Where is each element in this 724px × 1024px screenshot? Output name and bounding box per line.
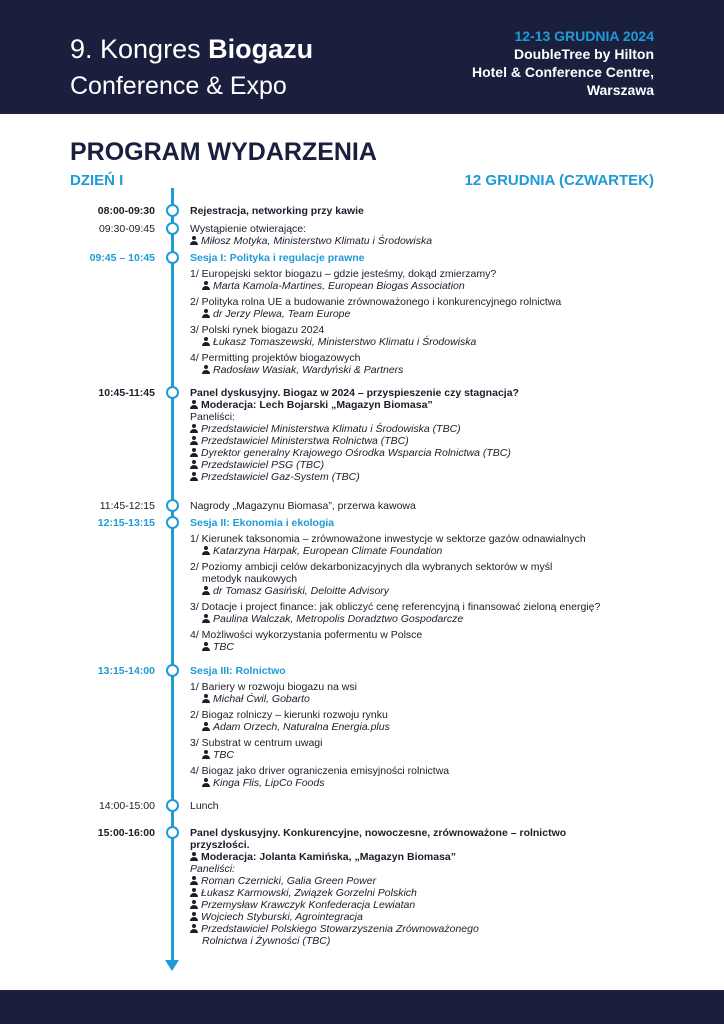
panelists-label: Paneliści: <box>190 863 235 875</box>
person-icon <box>202 586 210 595</box>
session-time: 14:00-15:00 <box>98 800 155 812</box>
person-icon <box>202 778 210 787</box>
venue-line: Warszawa <box>586 82 654 98</box>
session-time: 08:00-09:30 <box>97 205 155 217</box>
talk-title: 3/ Dotacje i project finance: jak obliczyć cenę referencyjną i finansować zieloną energię? <box>190 601 601 613</box>
circle-icon <box>166 499 179 512</box>
person-icon <box>202 309 210 318</box>
session-block <box>190 252 660 376</box>
speaker-line: Paulina Walczak, Metropolis Doradztwo Gospodarcze <box>190 613 660 625</box>
panelist-line-cont: Rolnictwa i Żywności (TBC) <box>202 935 331 947</box>
session-block <box>190 517 660 653</box>
speaker-line: Kinga Flis, LipCo Foods <box>190 777 660 789</box>
panelist-line: Przedstawiciel Gaz-System (TBC) <box>190 471 660 483</box>
panel-block <box>190 387 660 483</box>
panelist-line: Roman Czernicki, Galia Green Power <box>190 875 660 887</box>
circle-icon <box>166 664 179 677</box>
venue-line: Hotel & Conference Centre, <box>471 64 654 80</box>
agenda-title: Rejestracja, networking przy kawie <box>190 205 364 217</box>
timeline-line <box>171 188 174 963</box>
speaker-line: Miłosz Motyka, Ministerstwo Klimatu i Środowiska <box>190 235 660 247</box>
talk-title: 3/ Substrat w centrum uwagi <box>190 737 323 749</box>
talk-title: 2/ Biogaz rolniczy – kierunki rozwoju rynku <box>190 709 388 721</box>
person-icon <box>190 888 198 897</box>
speaker-line: Katarzyna Harpak, European Climate Foundation <box>190 545 660 557</box>
person-icon <box>190 912 198 921</box>
panel-title-cont: przyszłości. <box>190 839 250 851</box>
person-icon <box>202 642 210 651</box>
session-time: 11:45-12:15 <box>99 500 155 512</box>
circle-icon <box>166 386 179 399</box>
panel-title: Panel dyskusyjny. Konkurencyjne, nowoczesne, zrównoważone – rolnictwo <box>190 827 567 839</box>
person-icon <box>190 472 198 481</box>
day-date: 12 GRUDNIA (CZWARTEK) <box>464 172 654 189</box>
person-icon <box>190 400 198 409</box>
talk-title: 4/ Biogaz jako driver ograniczenia emisyjności rolnictwa <box>190 765 450 777</box>
panelist-line: Wojciech Styburski, Agrointegracja <box>190 911 660 923</box>
agenda-item <box>190 223 660 247</box>
person-icon <box>190 852 198 861</box>
event-date: 12-13 GRUDNIA 2024 <box>514 28 654 44</box>
panelist-line: Przedstawiciel Ministerstwa Rolnictwa (TBC) <box>190 435 660 447</box>
session-time: 15:00-16:00 <box>97 827 155 839</box>
person-icon <box>190 876 198 885</box>
circle-icon <box>166 826 179 839</box>
panelist-line: Przedstawiciel Polskiego Stowarzyszenia Zrównoważonego <box>190 923 660 935</box>
speaker-line: Michał Ćwil, Gobarto <box>190 693 660 705</box>
congress-title: 9. Kongres Biogazu <box>70 34 314 64</box>
speaker-line: TBC <box>190 641 660 653</box>
talk-title: 2/ Polityka rolna UE a budowanie zrównoważonego i konkurencyjnego rolnictwa <box>190 296 562 308</box>
moderation-line: Moderacja: Lech Bojarski „Magazyn Biomasa” <box>190 399 660 411</box>
footer-bar <box>0 990 724 1024</box>
circle-icon <box>166 516 179 529</box>
agenda-item <box>190 800 660 812</box>
speaker-line: Adam Orzech, Naturalna Energia.plus <box>190 721 660 733</box>
session-title: Sesja III: Rolnictwo <box>190 665 286 677</box>
agenda-title: Wystąpienie otwierające: <box>190 223 307 235</box>
circle-icon <box>166 222 179 235</box>
person-icon <box>190 900 198 909</box>
talk-title-cont: metodyk naukowych <box>202 573 298 585</box>
talk-title: 1/ Kierunek taksonomia – zrównoważone inwestycje w sektorze gazów odnawialnych <box>190 533 586 545</box>
speaker-line: TBC <box>190 749 660 761</box>
header-bar <box>0 0 724 114</box>
session-time: 09:45 – 10:45 <box>89 252 155 264</box>
panelist-line: Przemysław Krawczyk Konfederacja Lewiatan <box>190 899 660 911</box>
panelist-line: Przedstawiciel PSG (TBC) <box>190 459 660 471</box>
panelist-line: Przedstawiciel Ministerstwa Klimatu i Środowiska (TBC) <box>190 423 660 435</box>
agenda-title: Nagrody „Magazynu Biomasa”, przerwa kawowa <box>190 500 416 512</box>
session-time: 12:15-13:15 <box>97 517 155 529</box>
agenda-item <box>190 500 660 512</box>
person-icon <box>202 614 210 623</box>
circle-icon <box>166 204 179 217</box>
agenda-title: Lunch <box>190 800 219 812</box>
talk-title: 1/ Bariery w rozwoju biogazu na wsi <box>190 681 357 693</box>
talk-title: 2/ Poziomy ambicji celów dekarbonizacyjnych dla wybranych sektorów w myśl <box>190 561 553 573</box>
circle-icon <box>166 251 179 264</box>
person-icon <box>202 546 210 555</box>
speaker-line: dr Jerzy Plewa, Team Europe <box>190 308 660 320</box>
speaker-line: Łukasz Tomaszewski, Ministerstwo Klimatu i Środowiska <box>190 336 660 348</box>
moderation-line: Moderacja: Jolanta Kamińska, „Magazyn Biomasa” <box>190 851 660 863</box>
panel-title: Panel dyskusyjny. Biogaz w 2024 – przyspieszenie czy stagnacja? <box>190 387 519 399</box>
person-icon <box>202 750 210 759</box>
session-time: 10:45-11:45 <box>98 387 155 399</box>
person-icon <box>190 236 198 245</box>
session-time: 09:30-09:45 <box>98 223 155 235</box>
program-title: PROGRAM WYDARZENIA <box>70 138 377 166</box>
person-icon <box>202 722 210 731</box>
session-block <box>190 665 660 789</box>
speaker-line: Marta Kamola-Martines, European Biogas Association <box>190 280 660 292</box>
talk-title: 4/ Permitting projektów biogazowych <box>190 352 361 364</box>
event-info <box>472 27 654 99</box>
circle-icon <box>166 799 179 812</box>
talk-title: 3/ Polski rynek biogazu 2024 <box>190 324 325 336</box>
panelists-label: Paneliści: <box>190 411 235 423</box>
arrow-down-icon <box>165 960 179 971</box>
speaker-line: dr Tomasz Gasiński, Deloitte Advisory <box>190 585 660 597</box>
person-icon <box>202 281 210 290</box>
person-icon <box>190 924 198 933</box>
talk-title: 4/ Możliwości wykorzystania pofermentu w Polsce <box>190 629 423 641</box>
person-icon <box>202 694 210 703</box>
session-title: Sesja II: Ekonomia i ekologia <box>190 517 335 529</box>
panelist-line: Dyrektor generalny Krajowego Ośrodka Wsparcia Rolnictwa (TBC) <box>190 447 660 459</box>
person-icon <box>202 337 210 346</box>
speaker-line: Radosław Wasiak, Wardyński & Partners <box>190 364 660 376</box>
day-label: DZIEŃ I <box>70 172 124 189</box>
session-title: Sesja I: Polityka i regulacje prawne <box>190 252 365 264</box>
talk-title: 1/ Europejski sektor biogazu – gdzie jesteśmy, dokąd zmierzamy? <box>190 268 497 280</box>
panelist-line: Łukasz Karmowski, Związek Gorzelni Polskich <box>190 887 660 899</box>
person-icon <box>190 424 198 433</box>
person-icon <box>190 448 198 457</box>
congress-subtitle: Conference & Expo <box>70 72 287 100</box>
session-time: 13:15-14:00 <box>97 665 155 677</box>
agenda-item <box>190 205 660 217</box>
person-icon <box>190 460 198 469</box>
person-icon <box>202 365 210 374</box>
panel-block <box>190 827 660 947</box>
person-icon <box>190 436 198 445</box>
venue-line: DoubleTree by Hilton <box>513 46 654 62</box>
